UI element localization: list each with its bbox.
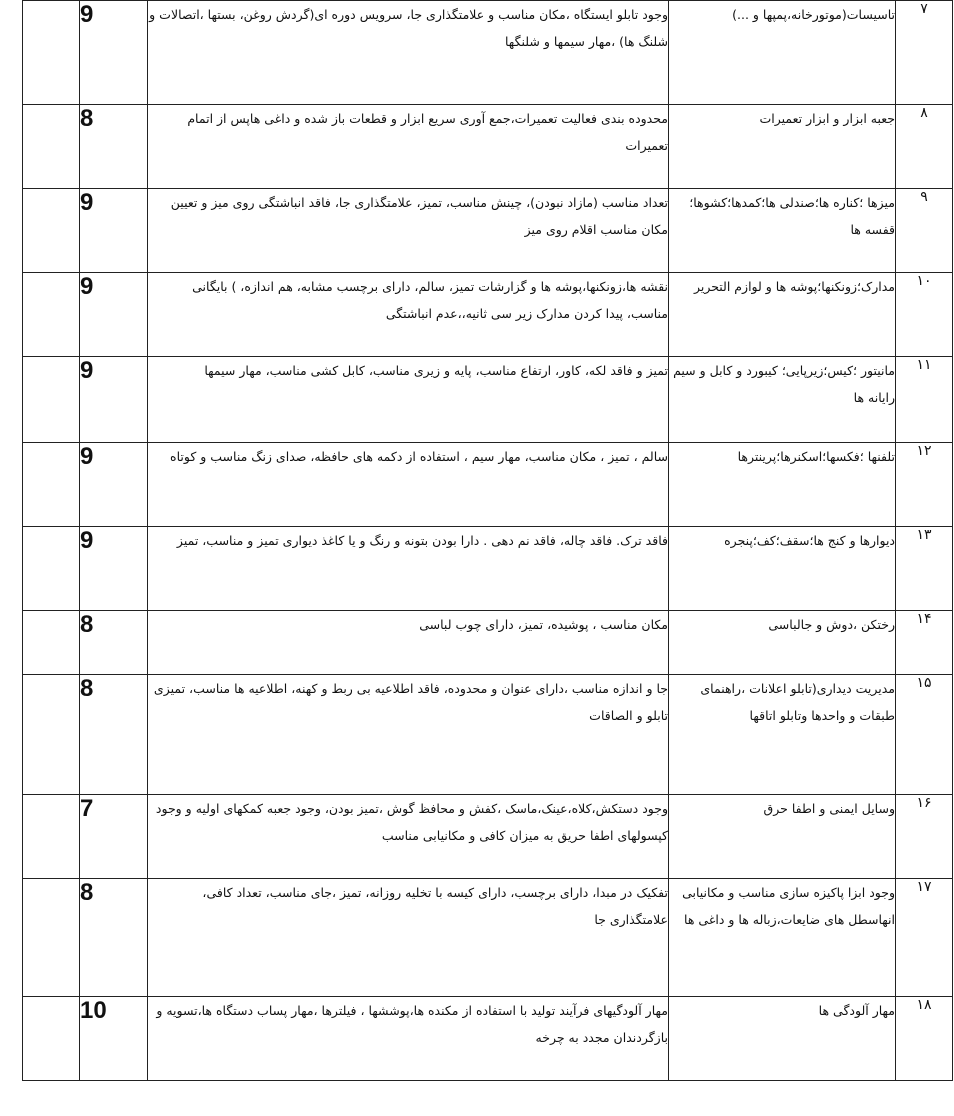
criteria-cell: محدوده بندی فعالیت تعمیرات،جمع آوری سریع ابزار و قطعات باز شده و داغی هاپس از اتمام تعمیرات: [148, 105, 669, 189]
score-cell: 9: [80, 527, 148, 611]
criteria-cell: وجود تابلو ایستگاه ،مکان مناسب و علامتگذاری جا، سرویس دوره ای(گردش روغن، بستها ،اتصالات و شلنگ ها) ،مهار سیمها و شلنگها: [148, 1, 669, 105]
empty-cell: [23, 675, 80, 795]
criteria-cell: سالم ، تمیز ، مکان مناسب، مهار سیم ، استفاده از دکمه های حافظه، صدای زنگ مناسب و کوتاه: [148, 443, 669, 527]
table-row: [23, 1, 953, 105]
item-cell: مانیتور ؛کیس؛زیرپایی؛ کیبورد و کابل و سیم رایانه ها: [669, 357, 896, 443]
criteria-cell: وجود دستکش،کلاه،عینک،ماسک ،کفش و محافظ گوش ،تمیز بودن، وجود جعبه کمکهای اولیه و وجود کپسولهای اطفا حریق به میزان کافی و مکانیابی مناسب: [148, 795, 669, 879]
criteria-cell: جا و اندازه مناسب ،دارای عنوان و محدوده، فاقد اطلاعیه بی ربط و کهنه، اطلاعیه ها مناسب، تمیزی تابلو و الصاقات: [148, 675, 669, 795]
criteria-cell: مکان مناسب ، پوشیده، تمیز، دارای چوب لباسی: [148, 611, 669, 675]
table-row: [23, 189, 953, 273]
row-number: ۱۳: [896, 527, 953, 611]
item-cell: مهار آلودگی ها: [669, 997, 896, 1081]
score-cell: 9: [80, 273, 148, 357]
score-cell: 9: [80, 189, 148, 273]
score-cell: 9: [80, 443, 148, 527]
score-cell: 9: [80, 1, 148, 105]
table-row: [23, 795, 953, 879]
criteria-cell: تعداد مناسب (مازاد نبودن)، چینش مناسب، تمیز، علامتگذاری جا، فاقد انباشتگی روی میز و تعیین مکان مناسب اقلام روی میز: [148, 189, 669, 273]
row-number: ۱۲: [896, 443, 953, 527]
score-cell: 8: [80, 611, 148, 675]
table-row: [23, 997, 953, 1081]
table-row: [23, 675, 953, 795]
criteria-cell: نقشه ها،زونکنها،پوشه ها و گزارشات تمیز، سالم، دارای برچسب مشابه، هم اندازه، ) بایگانی مناسب، پیدا کردن مدارک زیر سی ثانیه،،عدم انباشتگی: [148, 273, 669, 357]
item-cell: وسایل ایمنی و اطفا حرق: [669, 795, 896, 879]
empty-cell: [23, 443, 80, 527]
table-row: [23, 611, 953, 675]
empty-cell: [23, 273, 80, 357]
empty-cell: [23, 189, 80, 273]
empty-cell: [23, 795, 80, 879]
row-number: ۱۸: [896, 997, 953, 1081]
row-number: ۱۰: [896, 273, 953, 357]
row-number: ۱۱: [896, 357, 953, 443]
item-cell: میزها ؛کناره ها؛صندلی ها؛کمدها؛کشوها؛قفسه ها: [669, 189, 896, 273]
empty-cell: [23, 611, 80, 675]
item-cell: جعبه ابزار و ابزار تعمیرات: [669, 105, 896, 189]
item-cell: مدارک؛زونکنها؛پوشه ها و لوازم التحریر: [669, 273, 896, 357]
score-cell: 8: [80, 675, 148, 795]
item-cell: مدیریت دیداری(تابلو اعلانات ،راهنمای طبقات و واحدها وتابلو اتاقها: [669, 675, 896, 795]
empty-cell: [23, 527, 80, 611]
empty-cell: [23, 105, 80, 189]
table-row: [23, 357, 953, 443]
item-cell: تاسیسات(موتورخانه،پمپها و ...): [669, 1, 896, 105]
table-row: [23, 443, 953, 527]
table-row: [23, 527, 953, 611]
table-row: [23, 879, 953, 997]
item-cell: دیوارها و کنج ها؛سقف؛کف؛پنجره: [669, 527, 896, 611]
score-cell: 9: [80, 357, 148, 443]
empty-cell: [23, 997, 80, 1081]
table-row: [23, 273, 953, 357]
table-row: [23, 105, 953, 189]
empty-cell: [23, 357, 80, 443]
row-number: ۱۴: [896, 611, 953, 675]
empty-cell: [23, 879, 80, 997]
criteria-cell: تمیز و فاقد لکه، کاور، ارتفاع مناسب، پایه و زیری مناسب، کابل کشی مناسب، مهار سیمها: [148, 357, 669, 443]
item-cell: تلفنها ؛فکسها؛اسکنرها؛پرینترها: [669, 443, 896, 527]
item-cell: رختکن ،دوش و جالباسی: [669, 611, 896, 675]
criteria-cell: مهار آلودگیهای فرآیند تولید با استفاده از مکنده ها،پوششها ، فیلترها ،مهار پساب دستگاه ها،تسویه و بازگردندان مجدد به چرخه: [148, 997, 669, 1081]
item-cell: وجود ابزا پاکیزه سازی مناسب و مکانیابی انهاسطل های ضایعات،زباله ها و داغی ها: [669, 879, 896, 997]
criteria-cell: تفکیک در مبدا، دارای برچسب، دارای کیسه با تخلیه روزانه، تمیز ،جای مناسب، تعداد کافی، علامتگذاری جا: [148, 879, 669, 997]
row-number: ۱۷: [896, 879, 953, 997]
row-number: ۱۶: [896, 795, 953, 879]
score-cell: 8: [80, 105, 148, 189]
score-cell: 7: [80, 795, 148, 879]
empty-cell: [23, 1, 80, 105]
row-number: ۷: [896, 1, 953, 105]
score-cell: 10: [80, 997, 148, 1081]
score-cell: 8: [80, 879, 148, 997]
row-number: ۹: [896, 189, 953, 273]
row-number: ۱۵: [896, 675, 953, 795]
criteria-cell: فاقد ترک. فاقد چاله، فاقد نم دهی . دارا بودن بتونه و رنگ و یا کاغذ دیواری تمیز و مناسب، تمیز: [148, 527, 669, 611]
row-number: ۸: [896, 105, 953, 189]
evaluation-table: [22, 0, 953, 1081]
